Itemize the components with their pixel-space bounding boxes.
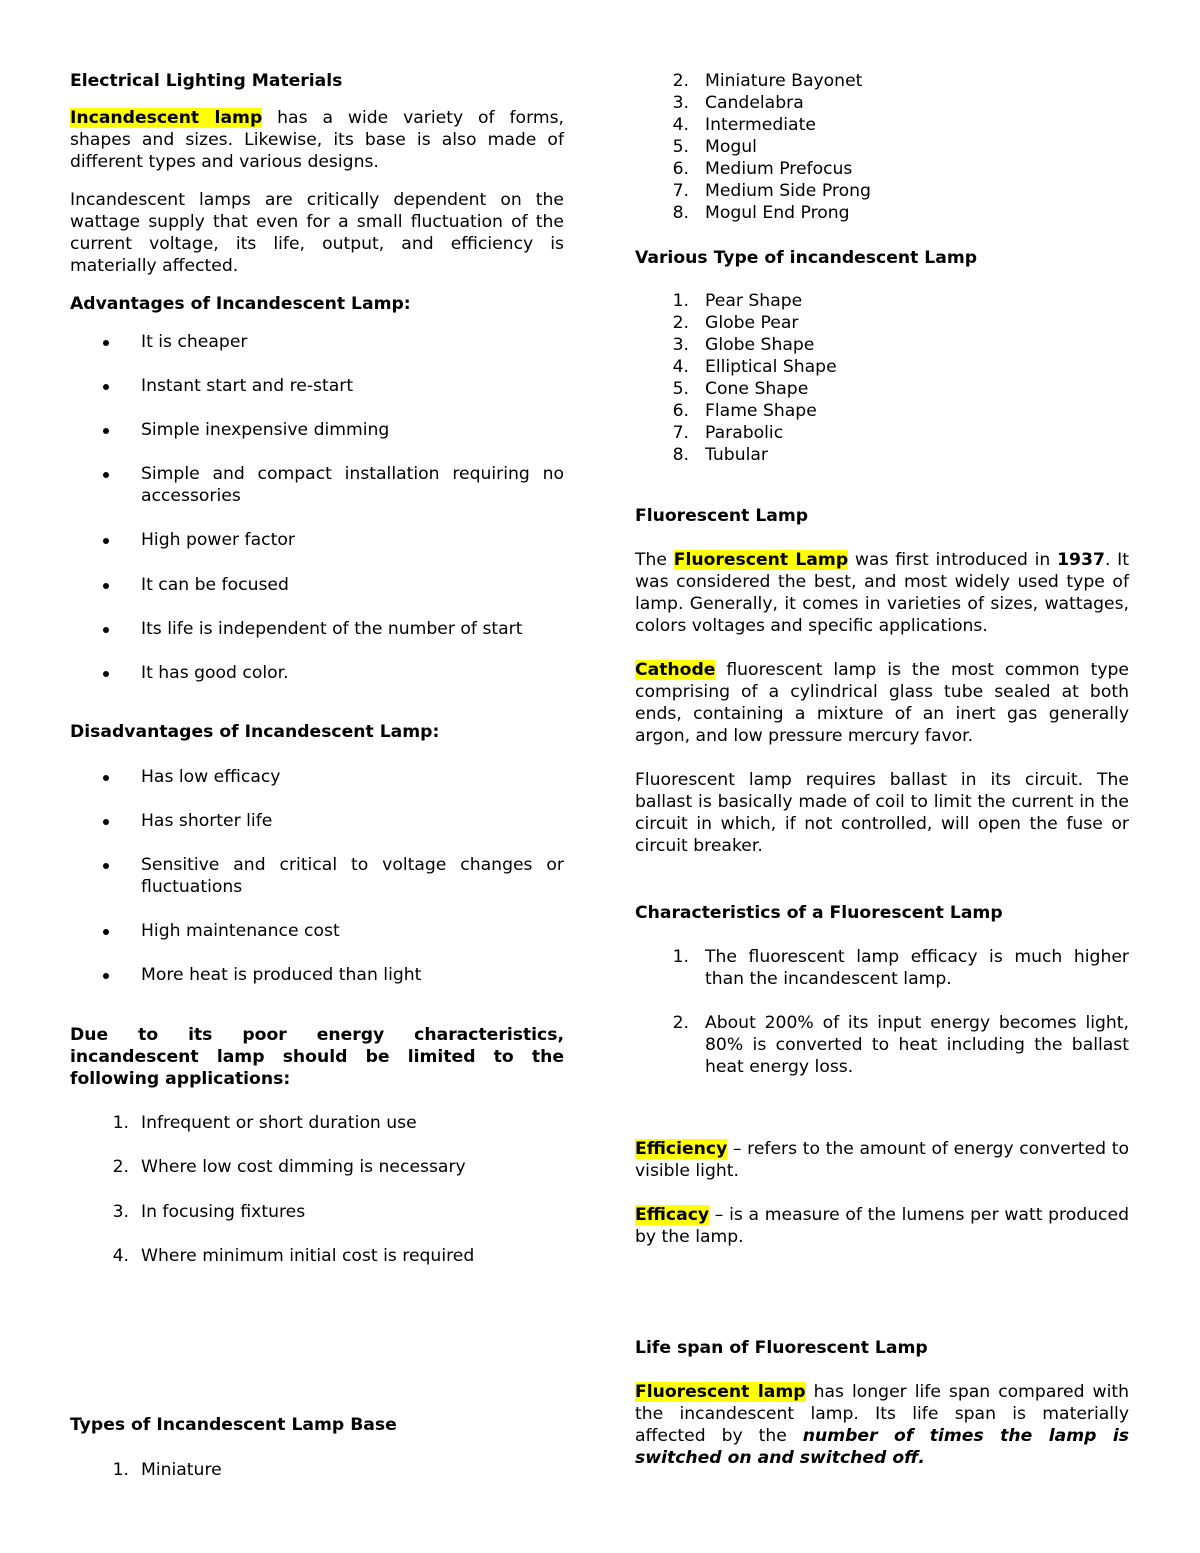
- highlighted-term: Cathode: [635, 660, 716, 680]
- list-item: 2. Where low cost dimming is necessary: [70, 1156, 564, 1178]
- list-number: 4.: [672, 357, 689, 377]
- list-item: 5. Mogul: [635, 136, 1129, 158]
- fluorescent-heading: Fluorescent Lamp: [635, 506, 809, 526]
- lifespan-paragraph: Fluorescent lamp has longer life span compared with the incandescent lamp. Its life span is materially affected by the number of times the lamp is switched on and switched off.: [635, 1382, 1130, 1468]
- list-item: 6. Flame Shape: [635, 400, 1129, 422]
- efficiency-definition: Efficiency – refers to the amount of energy converted to visible light.: [635, 1139, 1129, 1181]
- disadvantages-heading: Disadvantages of Incandescent Lamp:: [70, 722, 440, 742]
- bullet-icon: [103, 929, 109, 935]
- highlighted-term: Fluorescent lamp: [635, 1382, 806, 1402]
- list-number: 8.: [672, 203, 689, 223]
- list-number: 8.: [672, 445, 689, 465]
- list-number: 6.: [672, 159, 689, 179]
- list-number: 2.: [672, 313, 689, 333]
- bullet-icon: [103, 583, 109, 589]
- list-item: Simple inexpensive dimming: [70, 419, 564, 441]
- list-item: 1. Miniature: [70, 1459, 564, 1481]
- list-number: 4.: [112, 1246, 129, 1266]
- emphasized-text: number of times the lamp is switched on and switched off.: [635, 1426, 1130, 1468]
- list-number: 5.: [672, 379, 689, 399]
- bullet-icon: [103, 973, 109, 979]
- year-text: 1937: [1057, 550, 1105, 570]
- applications-heading: Due to its poor energy characteristics, incandescent lamp should be limited to the following applications:: [70, 1025, 564, 1089]
- lifespan-heading: Life span of Fluorescent Lamp: [635, 1338, 928, 1358]
- list-item: 4. Intermediate: [635, 114, 1129, 136]
- list-item: More heat is produced than light: [70, 964, 564, 986]
- list-item: High power factor: [70, 529, 564, 551]
- bullet-icon: [103, 428, 109, 434]
- list-item: It has good color.: [70, 662, 564, 684]
- list-number: 1.: [112, 1460, 129, 1480]
- list-item: 2. About 200% of its input energy becomes light, 80% is converted to heat including the ballast heat energy loss.: [635, 1012, 1129, 1078]
- highlighted-term: Efficacy: [635, 1205, 710, 1225]
- bullet-icon: [103, 775, 109, 781]
- fluorescent-paragraph-1: The Fluorescent Lamp was first introduced in 1937. It was considered the best, and most widely used type of lamp. Generally, it comes in varieties of sizes, wattages, colors voltages and specific applications.: [635, 550, 1129, 636]
- list-item: Has low efficacy: [70, 766, 564, 788]
- list-item: 3. Globe Shape: [635, 334, 1129, 356]
- list-number: 7.: [672, 423, 689, 443]
- list-item: 8. Mogul End Prong: [635, 202, 1129, 224]
- list-item: 7. Medium Side Prong: [635, 180, 1129, 202]
- bullet-icon: [103, 384, 109, 390]
- list-item: 3. In focusing fixtures: [70, 1201, 564, 1223]
- intro-paragraph-2: Incandescent lamps are critically dependent on the wattage supply that even for a small fluctuation of the current voltage, its life, output, and efficiency is materially affected.: [70, 190, 564, 276]
- list-number: 2.: [672, 71, 689, 91]
- bullet-icon: [103, 627, 109, 633]
- list-item: It is cheaper: [70, 331, 564, 353]
- list-item: Sensitive and critical to voltage changes or fluctuations: [70, 854, 564, 898]
- base-types-heading: Types of Incandescent Lamp Base: [70, 1415, 397, 1435]
- list-item: Its life is independent of the number of start: [70, 618, 564, 640]
- efficacy-definition: Efficacy – is a measure of the lumens per watt produced by the lamp.: [635, 1205, 1129, 1247]
- list-item: 1. Infrequent or short duration use: [70, 1112, 564, 1134]
- list-item: It can be focused: [70, 574, 564, 596]
- bullet-icon: [103, 671, 109, 677]
- list-item: 3. Candelabra: [635, 92, 1129, 114]
- list-item: 4. Elliptical Shape: [635, 356, 1129, 378]
- fluorescent-paragraph-2: Cathode fluorescent lamp is the most common type comprising of a cylindrical glass tube sealed at both ends, containing a mixture of an inert gas generally argon, and low pressure mercury favor.: [635, 660, 1129, 746]
- intro-paragraph-1: Incandescent lamp has a wide variety of forms, shapes and sizes. Likewise, its base is also made of different types and various designs.: [70, 108, 564, 172]
- list-item: 5. Cone Shape: [635, 378, 1129, 400]
- highlighted-term: Efficiency: [635, 1139, 728, 1159]
- list-item: Has shorter life: [70, 810, 564, 832]
- bullet-icon: [103, 538, 109, 544]
- list-item: 2. Globe Pear: [635, 312, 1129, 334]
- list-item: High maintenance cost: [70, 920, 564, 942]
- list-number: 3.: [672, 335, 689, 355]
- document-title: Electrical Lighting Materials: [70, 71, 343, 91]
- lamp-shapes-heading: Various Type of incandescent Lamp: [635, 248, 978, 268]
- bullet-icon: [103, 863, 109, 869]
- list-item: 6. Medium Prefocus: [635, 158, 1129, 180]
- list-number: 1.: [672, 947, 689, 967]
- highlighted-term: Fluorescent Lamp: [673, 550, 849, 570]
- list-item: Instant start and re-start: [70, 375, 564, 397]
- list-number: 4.: [672, 115, 689, 135]
- list-number: 1.: [672, 291, 689, 311]
- characteristics-heading: Characteristics of a Fluorescent Lamp: [635, 903, 1003, 923]
- list-number: 7.: [672, 181, 689, 201]
- advantages-heading: Advantages of Incandescent Lamp:: [70, 294, 411, 314]
- list-number: 1.: [112, 1113, 129, 1133]
- list-number: 3.: [112, 1202, 129, 1222]
- list-item: 4. Where minimum initial cost is required: [70, 1245, 564, 1267]
- bullet-icon: [103, 340, 109, 346]
- list-item: Simple and compact installation requiring no accessories: [70, 463, 564, 507]
- list-item: 1. Pear Shape: [635, 290, 1129, 312]
- highlighted-term: Incandescent lamp: [70, 108, 263, 128]
- bullet-icon: [103, 819, 109, 825]
- list-number: 2.: [112, 1157, 129, 1177]
- list-number: 6.: [672, 401, 689, 421]
- list-item: 2. Miniature Bayonet: [635, 70, 1129, 92]
- list-number: 2.: [672, 1013, 689, 1033]
- list-item: 8. Tubular: [635, 444, 1129, 466]
- list-number: 5.: [672, 137, 689, 157]
- fluorescent-paragraph-3: Fluorescent lamp requires ballast in its circuit. The ballast is basically made of coil to limit the current in the circuit in which, if not controlled, will open the fuse or circuit breaker.: [635, 770, 1129, 856]
- list-number: 3.: [672, 93, 689, 113]
- list-item: 1. The fluorescent lamp efficacy is much higher than the incandescent lamp.: [635, 946, 1129, 990]
- bullet-icon: [103, 472, 109, 478]
- list-item: 7. Parabolic: [635, 422, 1129, 444]
